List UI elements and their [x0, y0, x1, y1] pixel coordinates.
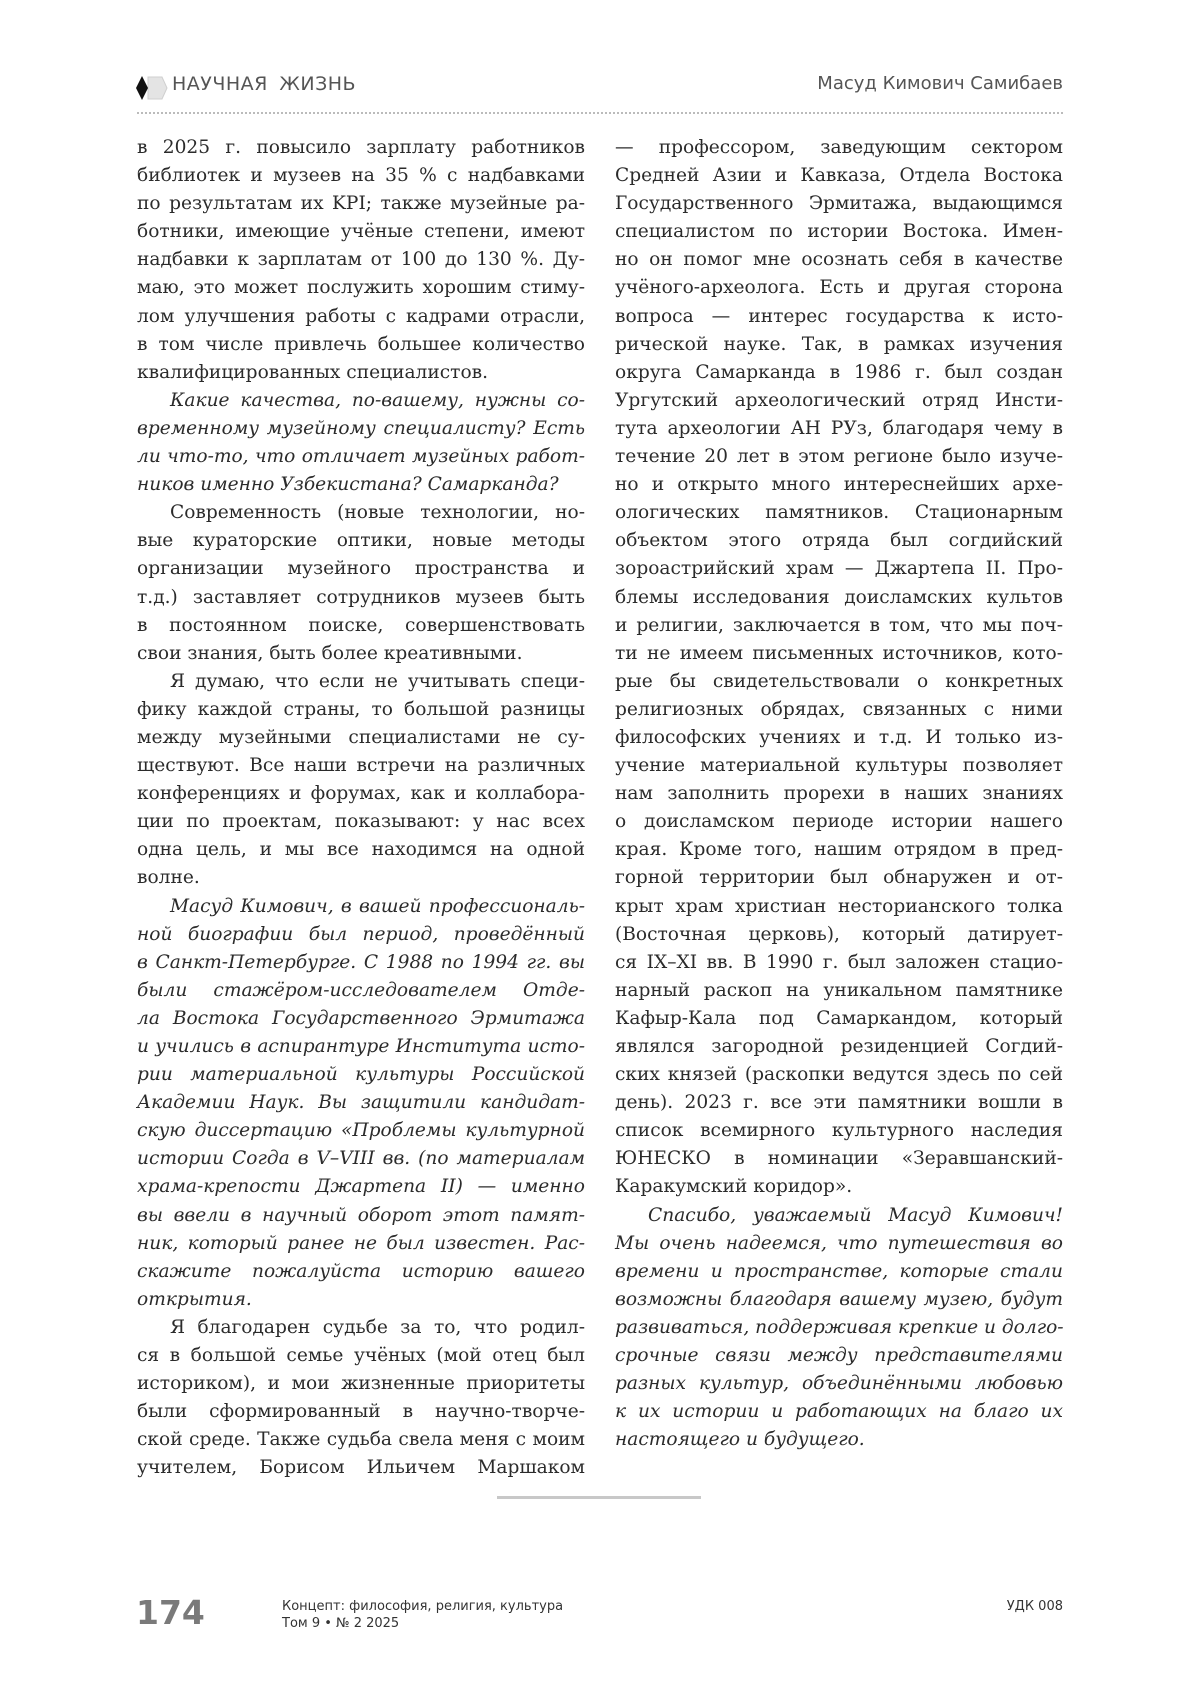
text-line: временному музейному специалисту? Есть — [137, 417, 585, 439]
text-line: времени и пространстве, которые стали — [615, 1260, 1063, 1282]
text-line: ции по проектам, показывают: у нас всех — [137, 811, 585, 833]
text-line: Масуд Кимович, в вашей профессиональ- — [170, 895, 585, 917]
text-line: т.д.) заставляет сотрудников музеев быть — [137, 586, 585, 608]
text-line: список всемирного культурного наследия — [615, 1120, 1063, 1142]
text-line: срочные связи между представителями — [615, 1345, 1063, 1367]
text-line: религиозных обрядах, связанных с ними — [615, 698, 1063, 720]
text-line: ной биографии был период, проведённый — [137, 923, 585, 945]
text-line: Ургутский археологический отряд Инсти- — [615, 389, 1063, 411]
text-line: скую диссертацию «Проблемы культурной — [137, 1120, 585, 1142]
text-line: учёного-археолога. Есть и другая сторона — [615, 277, 1063, 299]
text-line: Какие качества, по-вашему, нужны со- — [170, 389, 585, 411]
text-line: рые бы свидетельствовали о конкретных — [615, 670, 1063, 692]
text-line: Мы очень надеемся, что путешествия во — [615, 1232, 1063, 1254]
journal-issue: Том 9 • № 2 2025 — [282, 1616, 400, 1631]
text-line: ся в большой семье учёных (мой отец был — [137, 1345, 585, 1367]
text-line: свои знания, быть более креативными. — [137, 642, 523, 664]
header-divider — [137, 112, 1063, 114]
text-line: специалистом по истории Востока. Имен- — [615, 221, 1063, 243]
text-line: день). 2023 г. все эти памятники вошли в — [615, 1092, 1063, 1114]
text-line: философских учениях и т.д. И только из- — [615, 726, 1063, 748]
text-line: учение материальной культуры позволяет — [615, 755, 1063, 777]
text-line: конференциях и форумах, как и коллабора- — [137, 783, 585, 805]
text-line: возможны благодаря вашему музею, будут — [615, 1288, 1063, 1310]
text-line: в 2025 г. повысило зарплату работников — [137, 137, 585, 158]
text-line: рии материальной культуры Российской — [137, 1064, 585, 1086]
text-line: вые кураторские оптики, новые методы — [137, 530, 585, 552]
text-line: развиваться, поддерживая крепкие и долго- — [615, 1316, 1064, 1338]
text-line: Я думаю, что если не учитывать специ- — [170, 670, 585, 692]
text-line: Государственного Эрмитажа, выдающимся — [615, 193, 1063, 215]
text-line: в том числе привлечь большее количество — [137, 333, 585, 355]
text-line: между музейными специалистами не су- — [137, 726, 585, 748]
text-line: блемы исследования доисламских культов — [615, 586, 1063, 608]
text-line: о доисламском периоде истории нашего — [615, 811, 1063, 833]
text-line: разных культур, объединёнными любовью — [615, 1373, 1063, 1395]
text-line: но и открыто много интереснейших архе- — [615, 474, 1063, 496]
text-line: библиотек и музеев на 35 % с надбавками — [137, 165, 585, 187]
page-number: 174 — [136, 1593, 205, 1632]
text-line: но он помог мне осознать себя в качестве — [615, 249, 1063, 271]
text-line: вы ввели в научный оборот этот памят- — [137, 1204, 585, 1226]
text-line: и религии, заключается в том, что мы поч- — [615, 614, 1063, 636]
text-line: были стажёром-исследователем Отде- — [137, 979, 585, 1001]
text-line: одна цель, и мы все находимся на одной — [137, 839, 585, 861]
question-paragraph — [137, 893, 585, 1314]
running-author: Масуд Кимович Самибаев — [817, 73, 1063, 94]
text-line: волне. — [137, 867, 200, 889]
text-line: Академии Наук. Вы защитили кандидат- — [137, 1092, 585, 1114]
text-line: объектом этого отряда был согдийский — [615, 530, 1063, 552]
text-column-right — [615, 134, 1063, 1454]
question-paragraph — [137, 387, 585, 499]
text-line: ской среде. Также судьба свела меня с моим — [137, 1429, 585, 1451]
text-line: ботники, имеющие учёные степени, имеют — [137, 221, 585, 243]
text-line: ников именно Узбекистана? Самарканда? — [137, 474, 559, 496]
answer-paragraph — [137, 1314, 585, 1483]
end-of-article-rule — [497, 1496, 701, 1499]
answer-paragraph — [137, 499, 585, 668]
text-line: лом улучшения работы с кадрами отрасли, — [137, 305, 585, 327]
text-line: были сформированный в научно-творче- — [137, 1401, 585, 1423]
text-line: ществуют. Все наши встречи на различных — [137, 755, 585, 777]
text-line: организации музейного пространства и — [137, 558, 585, 580]
text-line: ла Востока Государственного Эрмитажа — [137, 1007, 585, 1029]
text-line: Средней Азии и Кавказа, Отдела Востока — [615, 165, 1063, 187]
text-line: нарный раскоп на уникальном памятнике — [615, 979, 1063, 1001]
text-line: Кафыр-Кала под Самаркандом, который — [615, 1007, 1063, 1029]
text-line: ЮНЕСКО в номинации «Зеравшанский- — [615, 1148, 1063, 1170]
text-line: — профессором, заведующим сектором — [615, 137, 1063, 158]
text-line: квалифицированных специалистов. — [137, 361, 489, 383]
text-line: в постоянном поиске, совершенствовать — [137, 614, 585, 636]
question-paragraph — [615, 1202, 1063, 1455]
text-line: настоящего и будущего. — [615, 1429, 865, 1451]
text-line: ских князей (раскопки ведутся здесь по сей — [615, 1064, 1063, 1086]
text-line: ти не имеем письменных источников, кото- — [615, 642, 1063, 664]
text-line: являлся загородной резиденцией Согдий- — [615, 1036, 1063, 1057]
text-line: зороастрийский храм — Джартепа II. Про- — [615, 558, 1063, 580]
text-line: историком), и мои жизненные приоритеты — [137, 1373, 585, 1395]
text-line: течение 20 лет в этом регионе было изуче- — [615, 446, 1063, 468]
answer-paragraph — [137, 134, 585, 387]
section-title: НАУЧНАЯ ЖИЗНЬ — [172, 73, 357, 95]
text-line: фику каждой страны, то большой разницы — [137, 698, 585, 720]
text-line: (Восточная церковь), который датирует- — [615, 923, 1063, 945]
text-line: нам заполнить прорехи в наших знаниях — [615, 783, 1063, 805]
text-line: Я благодарен судьбе за то, что родил- — [170, 1316, 585, 1338]
text-line: надбавки к зарплатам от 100 до 130 %. Ду- — [137, 249, 585, 271]
text-line: скажите пожалуйста историю вашего — [137, 1260, 585, 1282]
section-diamond-icon — [136, 75, 168, 101]
text-line: Спасибо, уважаемый Масуд Кимович! — [648, 1204, 1063, 1226]
text-line: округа Самарканда в 1986 г. был создан — [615, 361, 1063, 383]
answer-paragraph — [137, 668, 585, 893]
text-line: учителем, Борисом Ильичем Маршаком — [137, 1457, 585, 1479]
text-line: открытия. — [137, 1288, 252, 1310]
text-line: Каракумский коридор». — [615, 1176, 853, 1198]
text-line: ник, который ранее не был известен. Рас- — [137, 1232, 585, 1254]
text-line: по результатам их KPI; также музейные ра- — [137, 193, 585, 215]
udk-code: УДК 008 — [1006, 1599, 1063, 1614]
text-line: крыт храм христиан несторианского толка — [615, 895, 1063, 917]
text-line: ся IX–XI вв. В 1990 г. был заложен стацио- — [615, 951, 1063, 973]
answer-paragraph — [615, 134, 1063, 1202]
text-line: ли что-то, что отличает музейных работ- — [137, 446, 585, 468]
text-line: рической науке. Так, в рамках изучения — [615, 333, 1063, 355]
text-line: ологических памятников. Стационарным — [615, 502, 1063, 524]
text-line: Современность (новые технологии, но- — [170, 502, 585, 524]
text-column-left — [137, 134, 585, 1483]
text-line: и учились в аспирантуре Института исто- — [137, 1036, 585, 1057]
text-line: края. Кроме того, нашим отрядом в пред- — [615, 839, 1063, 861]
journal-title: Концепт: философия, религия, культура — [282, 1599, 564, 1614]
text-line: в Санкт-Петербурге. С 1988 по 1994 гг. вы — [137, 951, 585, 973]
text-line: маю, это может послужить хорошим стиму- — [137, 277, 585, 299]
text-line: тута археологии АН РУз, благодаря чему в — [615, 417, 1063, 439]
text-line: храма-крепости Джартепа II) — именно — [137, 1176, 585, 1198]
text-line: к их истории и работающих на благо их — [615, 1401, 1063, 1423]
text-line: горной территории был обнаружен и от- — [615, 867, 1063, 889]
text-line: истории Согда в V–VIII вв. (по материалам — [137, 1148, 585, 1170]
text-line: вопроса — интерес государства к исто- — [615, 305, 1063, 327]
